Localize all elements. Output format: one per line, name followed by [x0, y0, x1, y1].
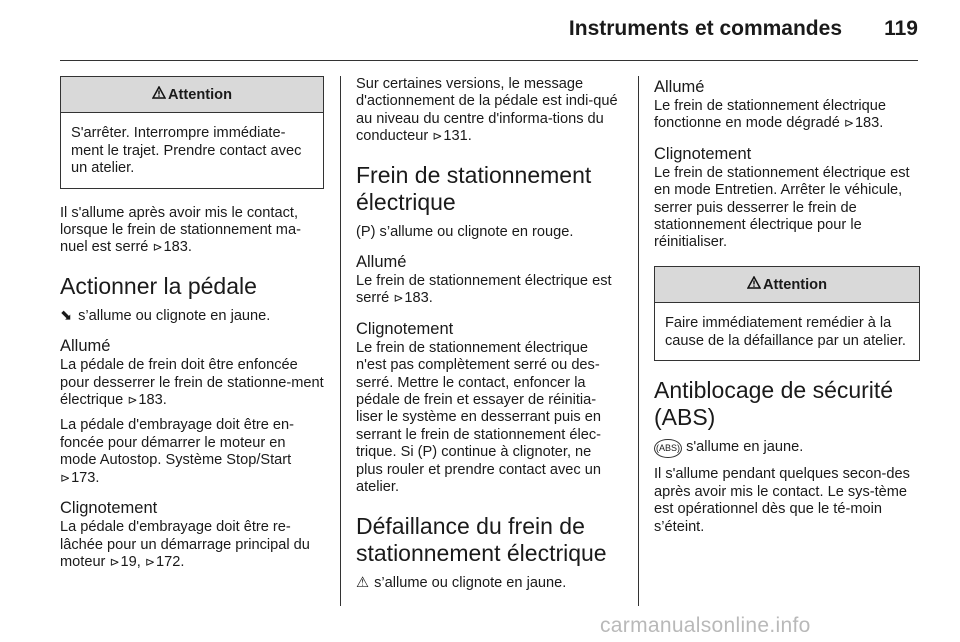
page-reference: 183. [138, 392, 167, 409]
paragraph: Il s'allume pendant quelques secon-des après avoir mis le contact. Le sys-tème est opérationnel dès que le té-moin s’éteint. [654, 466, 910, 535]
column-1 [60, 76, 324, 579]
attention-box-1 [60, 76, 324, 189]
paragraph: Le frein de stationnement électrique est en mode Entretien. Arrêter le véhicule, serrer puis desserrer le frein de stationnement électrique pour le réinitialiser. [654, 164, 910, 251]
page-header-title: Instruments et commandes [568, 17, 842, 40]
section-heading: Défaillance du frein de stationnement électrique [356, 512, 607, 566]
column-separator-right [638, 76, 639, 606]
section-heading: Frein de stationnement électrique [356, 161, 592, 215]
page-reference: 131. [443, 128, 472, 145]
attention-box-header [655, 267, 919, 303]
warning-triangle-icon [152, 86, 166, 104]
indicator-line: ⬊ s’allume ou clignote en jaune. [60, 307, 271, 324]
page-number: 119 [884, 17, 918, 40]
indicator-line: (ABS) s'allume en jaune. [654, 439, 920, 458]
page-reference-icon: ⊳ [843, 116, 854, 131]
parking-brake-indicator-icon: (P) [356, 223, 376, 240]
subheading: Clignotement [654, 144, 752, 163]
paragraph: La pédale d'embrayage doit être re-lâchée pour un démarrage principal du moteur ⊳19, ⊳172. [60, 519, 310, 570]
page-reference-icon: ⊳ [152, 240, 163, 255]
abs-indicator-icon: (ABS) [654, 439, 682, 458]
warning-triangle-icon [747, 276, 761, 294]
attention-box-header [61, 77, 323, 113]
page-reference-icon: ⊳ [432, 129, 443, 144]
page-reference: 183. [854, 115, 884, 132]
page-reference-icon: ⊳ [60, 470, 71, 485]
subheading: Clignotement [60, 499, 158, 518]
attention-body: S'arrêter. Interrompre immédiate-ment le trajet. Prendre contact avec un atelier. [71, 125, 302, 177]
subheading: Allumé [654, 78, 705, 96]
column-2 [356, 76, 622, 600]
indicator-line: ⚠ s’allume ou clignote en jaune. [356, 574, 567, 591]
page-reference-icon: ⊳ [127, 393, 138, 408]
subheading: Allumé [60, 337, 111, 356]
parking-brake-fault-icon: ⚠ [356, 574, 370, 591]
attention-box-2 [654, 266, 920, 361]
attention-title: Attention [762, 276, 828, 293]
page-reference: 173. [71, 469, 100, 486]
indicator-line: (P) s’allume ou clignote en rouge. [356, 223, 574, 240]
page-reference-icon: ⊳ [144, 554, 155, 569]
paragraph: Le frein de stationnement électrique est serré ⊳183. [356, 273, 612, 307]
paragraph: Sur certaines versions, le message d'actionnement de la pédale est indi-qué au niveau du centre d'informa-tions du conducteur ⊳131. [356, 76, 618, 145]
page-reference: 172. [155, 553, 185, 570]
subheading: Clignotement [356, 319, 454, 338]
column-separator-left [340, 76, 341, 606]
paragraph: La pédale de frein doit être enfoncée pour desserrer le frein de stationne-ment électrique ⊳183. [60, 357, 324, 409]
paragraph: La pédale d'embrayage doit être en-foncée pour démarrer le moteur en mode Autostop. Système Stop/Start ⊳173. [60, 417, 295, 486]
pedal-indicator-icon: ⬊ [60, 307, 73, 324]
page-reference-icon: ⊳ [109, 554, 120, 569]
watermark: carmanualsonline.info [600, 614, 811, 637]
page-reference: 19, [120, 553, 141, 570]
header-rule [60, 60, 918, 61]
paragraph: Le frein de stationnement électrique n'est pas complètement serré ou des-serré. Mettre le contact, enfoncer la pédale de frein et essayer de réinitia-liser le système en desserrant puis en serrant le frein de stationnement élec-trique. Si (P) continue à clignoter, ne plus rouler et prendre contact avec un atelier. [356, 339, 601, 496]
attention-title: Attention [167, 87, 233, 103]
page-reference-icon: ⊳ [393, 291, 404, 306]
section-heading: Antiblocage de sécurité (ABS) [654, 377, 894, 431]
parking-brake-indicator-icon: (P) [417, 444, 438, 461]
section-heading: Actionner la pédale [60, 272, 257, 299]
page-reference: 183. [404, 290, 433, 307]
page-reference: 183. [163, 239, 192, 256]
subheading: Allumé [356, 253, 407, 272]
paragraph: Le frein de stationnement électrique fonctionne en mode dégradé ⊳183. [654, 98, 887, 132]
attention-body: Faire immédiatement remédier à la cause de la défaillance par un atelier. [665, 315, 906, 349]
paragraph: Il s'allume après avoir mis le contact, lorsque le frein de stationnement ma-nuel est serré ⊳183. [60, 204, 301, 256]
column-3 [654, 76, 920, 544]
